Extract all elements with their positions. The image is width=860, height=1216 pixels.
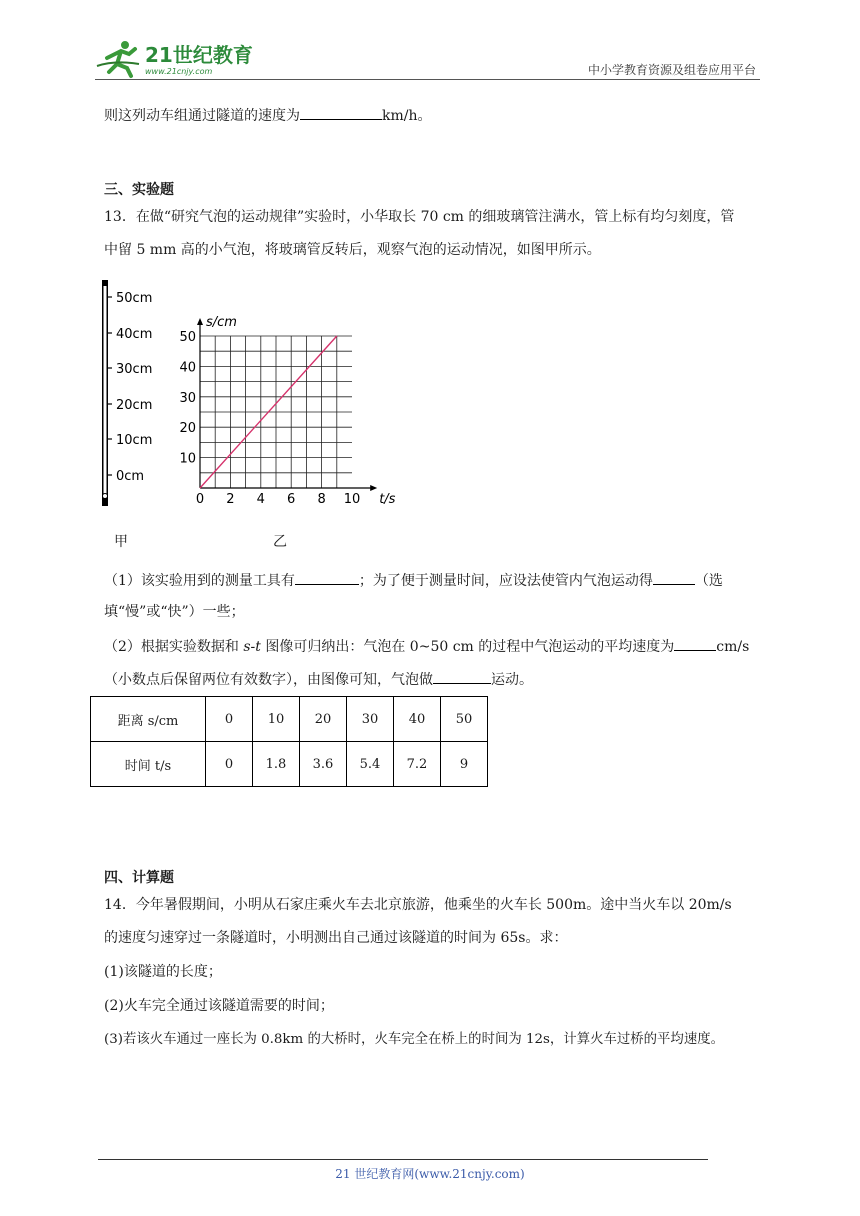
table-cell: 50 [441, 697, 488, 742]
answer-blank [674, 636, 716, 651]
tube-label-30: 30cm [116, 362, 153, 377]
x-tick-label: 10 [343, 492, 361, 507]
y-axis-arrow [197, 318, 203, 325]
y-axis-label: s/cm [206, 315, 237, 330]
data-table [90, 696, 488, 787]
q14-line2: 的速度匀速穿过一条隧道时，小明测出自己通过该隧道的时间为 65s。求： [104, 930, 568, 946]
section-title-experiment: 三、实验题 [104, 182, 174, 198]
sub2-text-c: cm/s [716, 639, 750, 655]
table-cell: 9 [441, 742, 488, 787]
q12-unit: km/h。 [382, 108, 432, 124]
q13-sub1 [104, 570, 723, 591]
x-tick-label: 6 [287, 492, 296, 507]
q13-sub2 [104, 636, 749, 657]
section-title-calculation: 四、计算题 [104, 870, 174, 886]
row-label-time: 时间 t/s [91, 742, 206, 787]
sub2-st: s-t [243, 639, 261, 655]
x-axis-arrow [370, 485, 377, 491]
answer-blank [433, 669, 491, 684]
runner-icon [97, 41, 139, 76]
y-tick-label: 50 [179, 330, 196, 345]
header-platform-text: 中小学教育资源及组卷应用平台 [587, 63, 756, 77]
tube-label-50: 50cm [116, 291, 153, 306]
q14-part3: (3)若该火车通过一座长为 0.8km 的大桥时，火车完全在桥上的时间为 12s，计算火车过桥的平均速度。 [104, 1032, 724, 1047]
answer-blank [653, 570, 695, 585]
table-cell: 3.6 [300, 742, 347, 787]
q12-tail [104, 105, 432, 126]
table-cell: 40 [394, 697, 441, 742]
y-tick-label: 40 [179, 360, 196, 376]
tube-label-10: 10cm [116, 433, 153, 448]
logo-url: www.21cnjy.com [145, 67, 213, 76]
y-tick-label: 20 [179, 421, 196, 437]
x-tick-label: 2 [226, 492, 235, 507]
sub2-text-a: （2）根据实验数据和 [104, 639, 244, 655]
sub2-line2-b: 运动。 [491, 672, 533, 688]
y-tick-label: 10 [179, 451, 196, 467]
tube-label-0: 0cm [116, 469, 145, 484]
q14-part1: (1)该隧道的长度； [104, 964, 222, 980]
bubble [103, 494, 108, 499]
answer-blank [300, 105, 382, 120]
glass-tube [102, 280, 108, 506]
x-tick-label: 0 [195, 492, 205, 507]
table-cell: 5.4 [347, 742, 394, 787]
q14-part2: (2)火车完全通过该隧道需要的时间； [104, 998, 334, 1014]
footer-text: 21 世纪教育网(www.21cnjy.com) [335, 1167, 525, 1181]
x-axis-label: t/s [379, 492, 396, 507]
site-logo [95, 38, 265, 78]
table-cell: 30 [347, 697, 394, 742]
sub1-text-a: （1）该实验用到的测量工具有 [104, 573, 295, 589]
sub2-text-b: 图像可归纳出：气泡在 0~50 cm 的过程中气泡运动的平均速度为 [260, 639, 675, 655]
sub1-text-b: ；为了便于测量时间，应设法使管内气泡运动得 [358, 573, 653, 589]
q13-sub2-line2 [104, 669, 533, 690]
x-tick-label: 8 [317, 492, 326, 507]
answer-blank [295, 570, 359, 585]
label-yi: 乙 [273, 534, 287, 550]
st-chart [178, 298, 396, 508]
table-cell: 20 [300, 697, 347, 742]
tube-figure [98, 278, 168, 518]
row-label-distance: 距离 s/cm [91, 697, 206, 742]
q13-sub1-line2: 填“慢”或“快”）一些； [104, 604, 245, 620]
q13-line2: 中留 5 mm 高的小气泡，将玻璃管反转后，观察气泡的运动情况，如图甲所示。 [104, 242, 601, 258]
q12-text: 则这列动车组通过隧道的速度为 [104, 108, 300, 124]
table-cell: 0 [206, 697, 253, 742]
logo-text: 21世纪教育 [145, 43, 253, 67]
y-tick-label: 30 [179, 390, 196, 406]
x-tick-label: 4 [256, 492, 265, 507]
table-cell: 7.2 [394, 742, 441, 787]
table-cell: 10 [253, 697, 300, 742]
sub2-line2-a: （小数点后保留两位有效数字），由图像可知，气泡做 [104, 672, 433, 688]
q13-line1: 13．在做“研究气泡的运动规律”实验时，小华取长 70 cm 的细玻璃管注满水，管上标有均匀刻度，管 [104, 209, 735, 225]
sub1-text-c: （选 [694, 573, 723, 589]
q14-line1: 14．今年暑假期间，小明从石家庄乘火车去北京旅游，他乘坐的火车长 500m。途中当火车以 20m/s [104, 897, 732, 913]
table-row [91, 742, 488, 787]
footer-divider [98, 1159, 708, 1160]
label-jia: 甲 [114, 534, 128, 550]
tube-label-40: 40cm [116, 327, 153, 342]
table-cell: 1.8 [253, 742, 300, 787]
table-row [91, 697, 488, 742]
header-divider [95, 79, 760, 80]
tube-label-20: 20cm [116, 398, 153, 413]
table-cell: 0 [206, 742, 253, 787]
